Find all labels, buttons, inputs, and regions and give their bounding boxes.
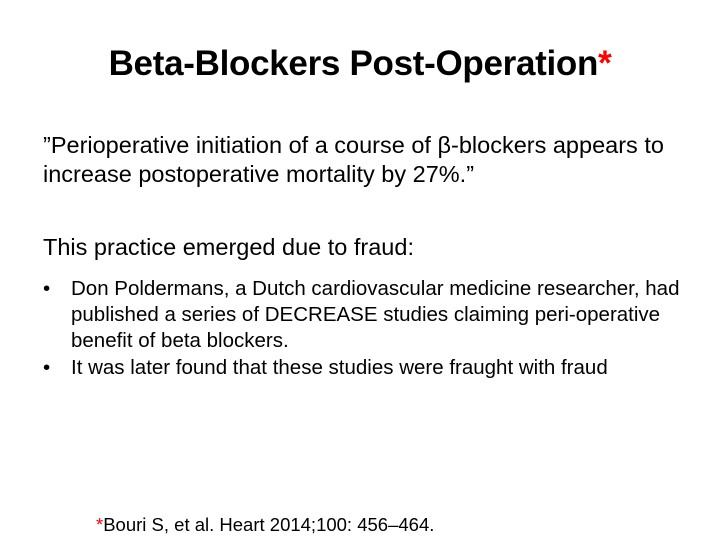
bullet-marker: • — [43, 277, 51, 300]
slide-title-text: Beta-Blockers Post-Operation — [108, 44, 599, 83]
bullet-text: It was later found that these studies were fraught with fraud — [71, 356, 608, 379]
bullet-item — [43, 355, 683, 381]
footnote — [96, 514, 434, 536]
footnote-text: Bouri S, et al. Heart 2014;100: 456–464. — [103, 514, 435, 535]
bullet-text: Don Poldermans, a Dutch cardiovascular medicine researcher, had published a series of DECREASE studies claiming peri-operative benefit of beta blockers. — [71, 277, 680, 352]
bullet-marker: • — [43, 356, 51, 379]
quote-text: ”Perioperative initiation of a course of β-blockers appears to increase postoperative mortality by 27%.” — [43, 132, 664, 187]
title-footnote-marker: * — [598, 44, 612, 83]
footnote-marker: * — [96, 514, 104, 535]
bullet-item — [43, 276, 683, 354]
slide-title — [0, 44, 720, 84]
intro-text: This practice emerged due to fraud: — [43, 234, 414, 260]
bullet-list — [43, 276, 683, 382]
